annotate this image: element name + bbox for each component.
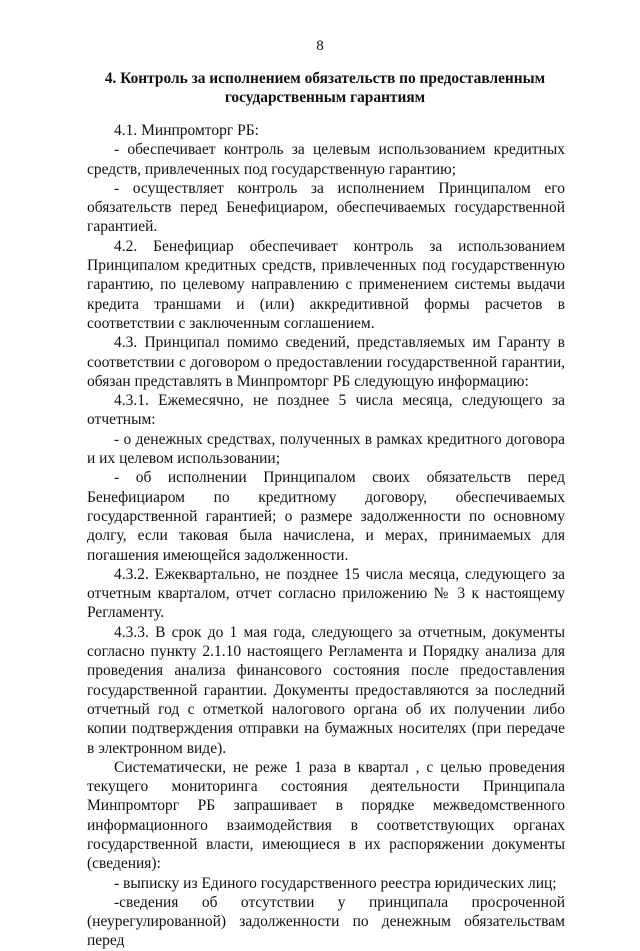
paragraph: 4.3.2. Ежеквартально, не позднее 15 числа месяца, следующего за отчетным кварталом, отчет согласно приложению № 3 к настоящему Регламенту.	[87, 565, 565, 622]
paragraph: - осуществляет контроль за исполнением Принципалом его обязательств перед Бенефициаром, обеспечиваемых государственной гарантией.	[87, 179, 565, 236]
paragraph: - о денежных средствах, полученных в рамках кредитного договора и их целевом использовании;	[87, 430, 565, 468]
paragraph: - обеспечивает контроль за целевым использованием кредитных средств, привлеченных под государственную гарантию;	[87, 141, 565, 178]
paragraph: -сведения об отсутствии у принципала просроченной (неурегулированной) задолженности по денежным обязательствам перед	[87, 893, 565, 950]
document-body	[87, 121, 565, 951]
section-heading: 4. Контроль за исполнением обязательств по предоставленным государственным гарантиям	[104, 70, 546, 106]
paragraph: 4.1. Минпромторг РБ:	[114, 122, 259, 139]
page-number: 8	[316, 38, 324, 54]
paragraph: Систематически, не реже 1 раза в квартал , с целью проведения текущего мониторинга состояния деятельности Принципала Минпромторг РБ запрашивает в порядке межведомственного информационного взаимодействия в соответствующих органах государственной власти, имеющиеся в их распоряжении документы (сведения):	[87, 758, 565, 873]
paragraph: - выписку из Единого государственного реестра юридических лиц;	[114, 874, 557, 892]
paragraph: 4.3.1. Ежемесячно, не позднее 5 числа месяца, следующего за отчетным:	[87, 392, 565, 429]
paragraph: 4.3. Принципал помимо сведений, представляемых им Гаранту в соответствии с договором о предоставлении государственной гарантии, обязан представлять в Минпромторг РБ следующую информацию:	[87, 334, 565, 390]
paragraph: 4.3.3. В срок до 1 мая года, следующего за отчетным, документы согласно пункту 2.1.10 настоящего Регламента и Порядку анализа для проведения анализа финансового состояния после предоставления государственной гарантии. Документы предоставляются за последний отчетный год с отметкой налогового органа об их получении либо копии подтверждения отправки на бумажных носителях (при передаче в электронном виде).	[87, 623, 565, 757]
paragraph: - об исполнении Принципалом своих обязательств перед Бенефициаром по кредитному договору, обеспечиваемых государственной гарантией; о размере задолженности по основному долгу, если таковая была начислена, и мерах, принимаемых для погашения имеющейся задолженности.	[87, 469, 565, 564]
paragraph: 4.2. Бенефициар обеспечивает контроль за использованием Принципалом кредитных средств, привлеченных под государственную гарантию, по целевому направлению с применением системы выдачи кредита траншами и (или) аккредитивной формы расчетов в соответствии с заключенным соглашением.	[87, 237, 565, 332]
